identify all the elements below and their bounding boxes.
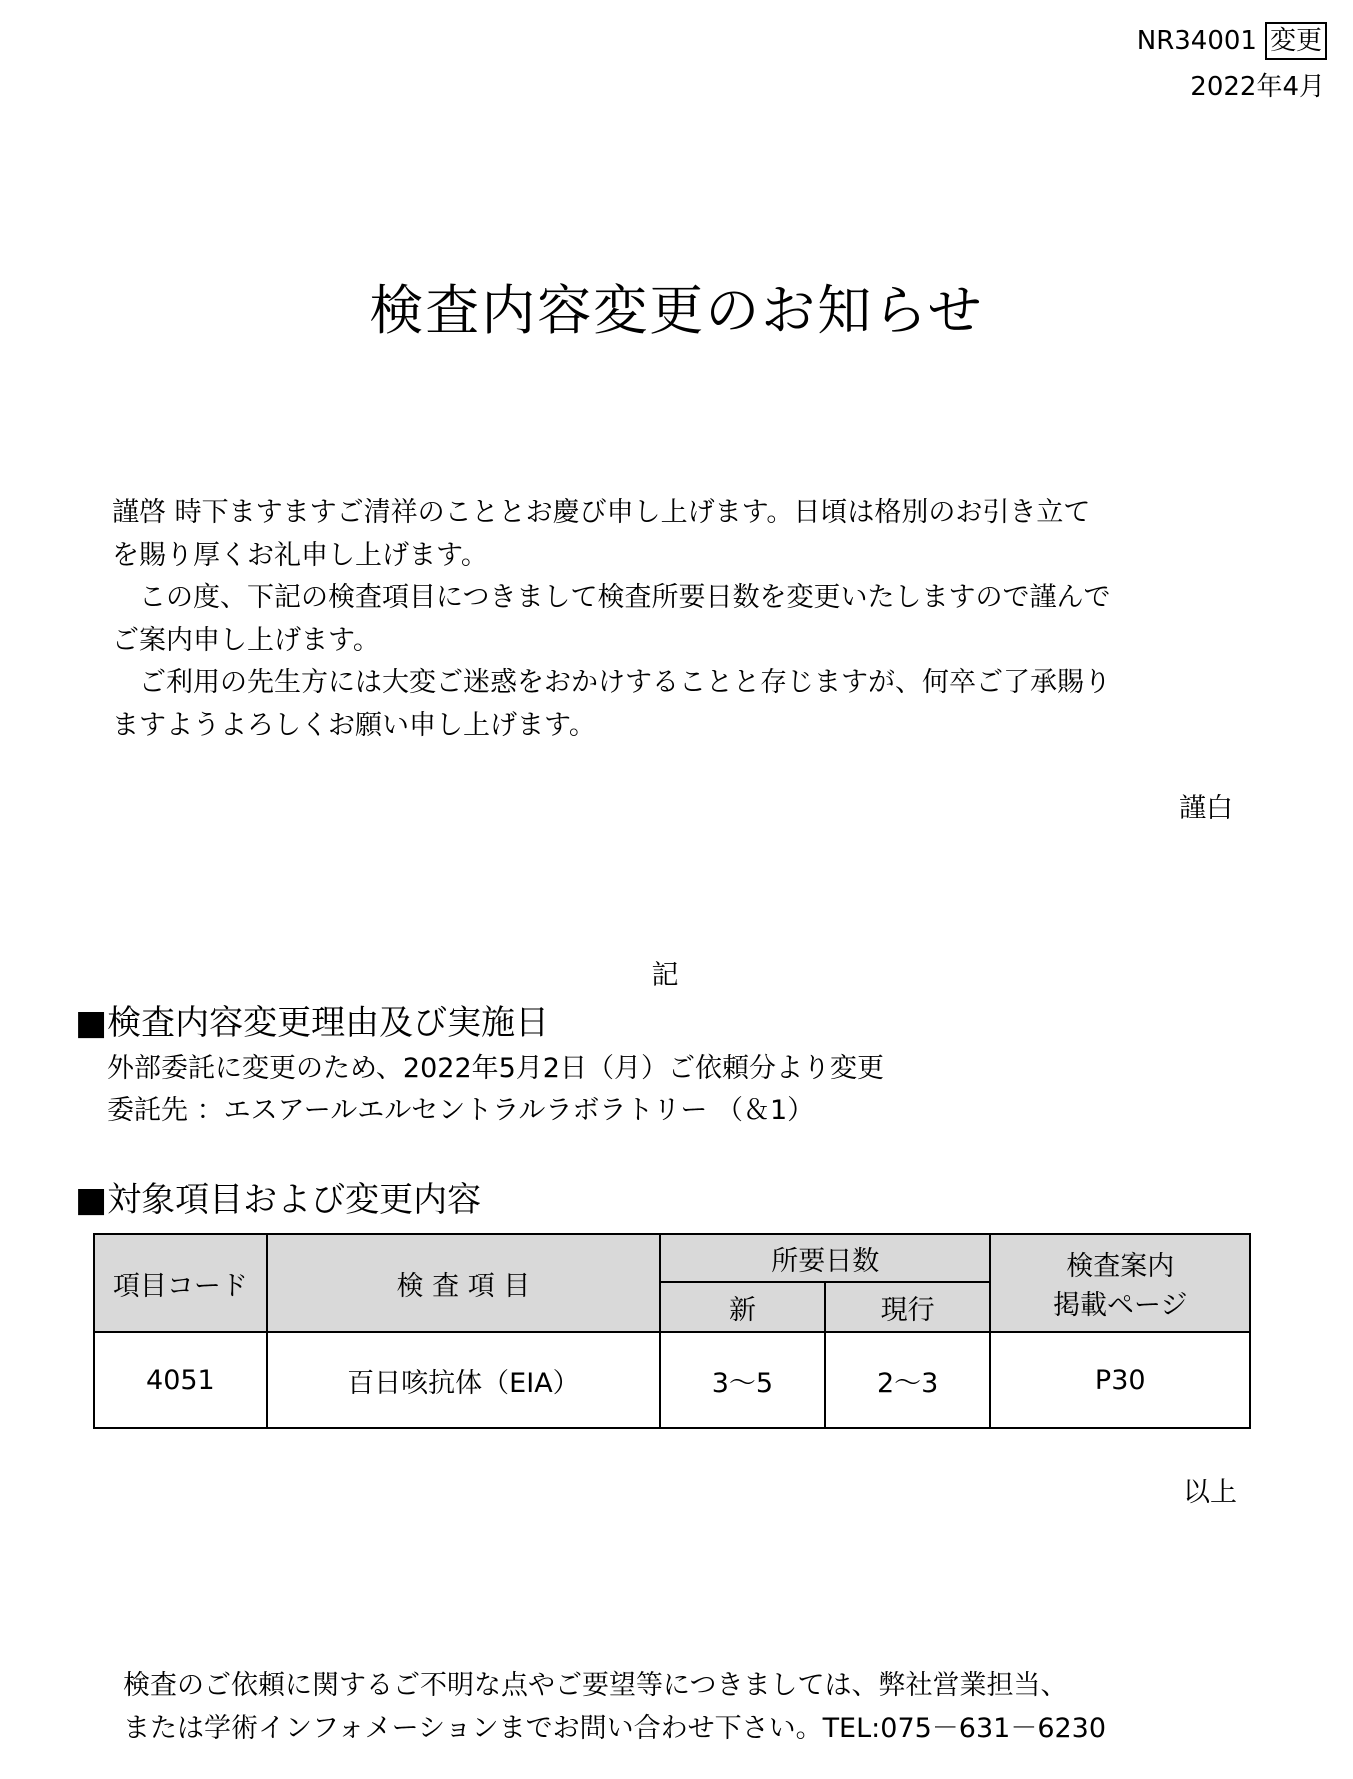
contact-footer (123, 1664, 1106, 1750)
header-new: 新 (660, 1282, 825, 1332)
cell-code: 4051 (94, 1332, 267, 1428)
header-guide-line1: 検査案内 (1066, 1251, 1175, 1282)
table-row (94, 1332, 1250, 1428)
page-title: 検査内容変更のお知らせ (369, 279, 984, 342)
document-code-number: NR34001 (1136, 26, 1257, 56)
body-line: ますようよろしくお願い申し上げます。 (112, 709, 596, 741)
table-header-row (94, 1234, 1250, 1282)
contractor-text: 委託先 ：エスアールエルセントラルラボラトリー （＆1） (107, 1095, 815, 1126)
header-current: 現行 (825, 1282, 991, 1332)
footer-line: または学術インフォメーションまでお問い合わせ下さい。TEL:075－631－6230 (123, 1713, 1107, 1744)
header-guide-line2: 掲載ページ (1053, 1290, 1188, 1321)
body-line: ご案内申し上げます。 (112, 624, 380, 656)
body-line: ご利用の先生方には大変ご迷惑をおかけすることと存じますが、何卒ご了承賜り (112, 667, 1111, 698)
body-line: を賜り厚くお礼申し上げます。 (112, 539, 488, 571)
document-code (1137, 22, 1327, 60)
change-badge: 変更 (1265, 22, 1327, 60)
cell-new: 3～5 (660, 1332, 825, 1428)
letter-body (112, 492, 1111, 747)
end-mark: 以上 (1183, 1477, 1237, 1508)
header-days: 所要日数 (660, 1234, 990, 1282)
header-guide-page (990, 1234, 1250, 1332)
ki-heading: 記 (651, 960, 679, 991)
closing-word: 謹白 (1179, 793, 1233, 824)
body-line: この度、下記の検査項目につきまして検査所要日数を変更いたしますので謹んで (112, 582, 1111, 613)
section-reason-heading: ■検査内容変更理由及び実施日 (75, 1003, 550, 1043)
cell-page: P30 (990, 1332, 1250, 1428)
header-item: 検 査 項 目 (267, 1234, 660, 1332)
header-code: 項目コード (94, 1234, 267, 1332)
change-table (93, 1233, 1251, 1429)
change-reason-text: 外部委託に変更のため、2022年5月2日（月）ご依頼分より変更 (107, 1053, 884, 1084)
document-date: 2022年4月 (1190, 72, 1325, 102)
body-line: 謹啓 時下ますますご清祥のこととお慶び申し上げます。日頃は格別のお引き立て (112, 497, 1091, 528)
footer-line: 検査のご依頼に関するご不明な点やご要望等につきましては、弊社営業担当、 (123, 1670, 1068, 1701)
section-items-heading: ■対象項目および変更内容 (75, 1180, 482, 1220)
cell-current: 2～3 (825, 1332, 991, 1428)
cell-item: 百日咳抗体（EIA） (267, 1332, 660, 1428)
